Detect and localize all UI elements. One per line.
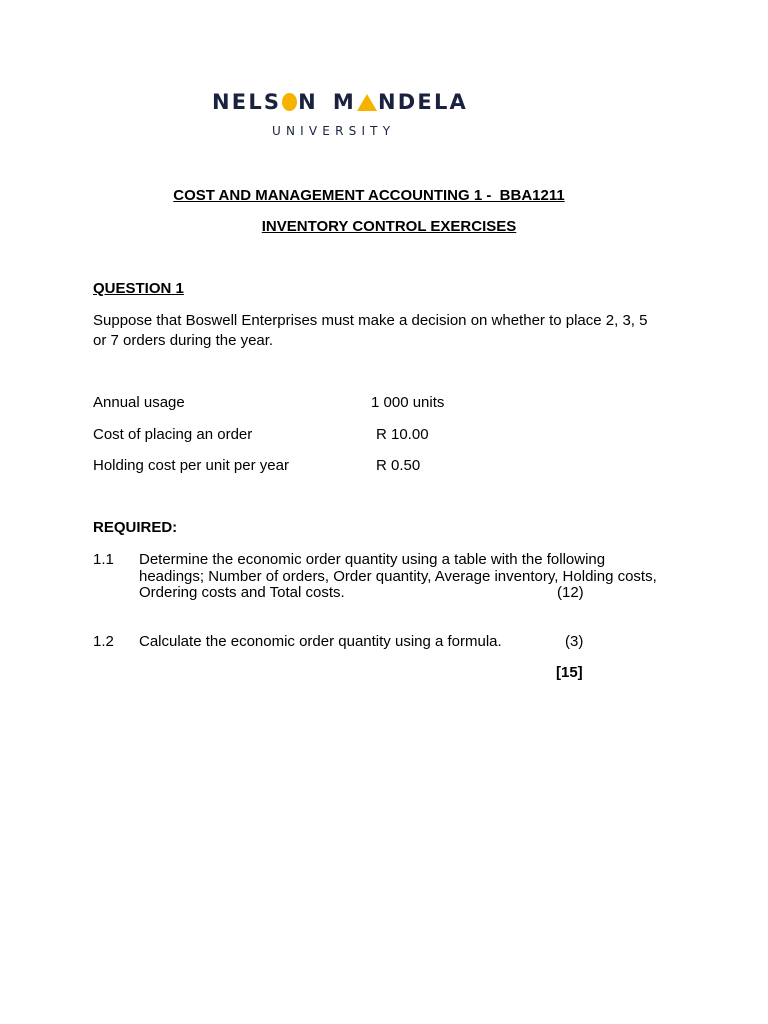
logo-text-ndela: NDELA xyxy=(378,90,468,114)
fact-value-holding-cost: R 0.50 xyxy=(376,457,421,474)
fact-label-annual-usage: Annual usage xyxy=(93,394,185,411)
fact-value-order-cost: R 10.00 xyxy=(376,426,429,443)
item-1-2-marks: (3) xyxy=(565,633,584,650)
item-number-1-2: 1.2 xyxy=(93,633,114,650)
item-1-2-line-1: Calculate the economic order quantity using a formula. xyxy=(139,633,502,650)
logo-wordmark xyxy=(212,88,468,116)
required-heading: REQUIRED: xyxy=(93,519,178,536)
question-intro-line-1: Suppose that Boswell Enterprises must make a decision on whether to place 2, 3, 5 xyxy=(93,312,648,329)
logo-text-nels: NELS xyxy=(212,90,282,114)
question-intro-line-2: or 7 orders during the year. xyxy=(93,332,274,349)
logo-university-text: UNIVERSITY xyxy=(272,124,396,138)
item-1-1-line-3: Ordering costs and Total costs. xyxy=(139,584,345,601)
fact-value-annual-usage: 1 000 units xyxy=(371,394,445,411)
item-number-1-1: 1.1 xyxy=(93,551,114,568)
item-1-1-line-1: Determine the economic order quantity using a table with the following xyxy=(139,551,606,568)
course-title: COST AND MANAGEMENT ACCOUNTING 1 - BBA1211 xyxy=(173,187,565,204)
fact-label-holding-cost: Holding cost per unit per year xyxy=(93,457,289,474)
exercise-title: INVENTORY CONTROL EXERCISES xyxy=(261,218,517,235)
logo-sun-circle-icon xyxy=(282,93,297,111)
university-logo xyxy=(212,88,468,138)
total-marks: [15] xyxy=(556,664,583,681)
fact-label-order-cost: Cost of placing an order xyxy=(93,426,253,443)
question-heading: QUESTION 1 xyxy=(93,280,184,297)
item-1-1-marks: (12) xyxy=(557,584,584,601)
logo-text-n: N xyxy=(298,90,318,114)
logo-triangle-icon xyxy=(357,94,377,111)
logo-text-m: M xyxy=(332,90,356,114)
item-1-1-line-2: headings; Number of orders, Order quantity, Average inventory, Holding costs, xyxy=(139,568,657,585)
